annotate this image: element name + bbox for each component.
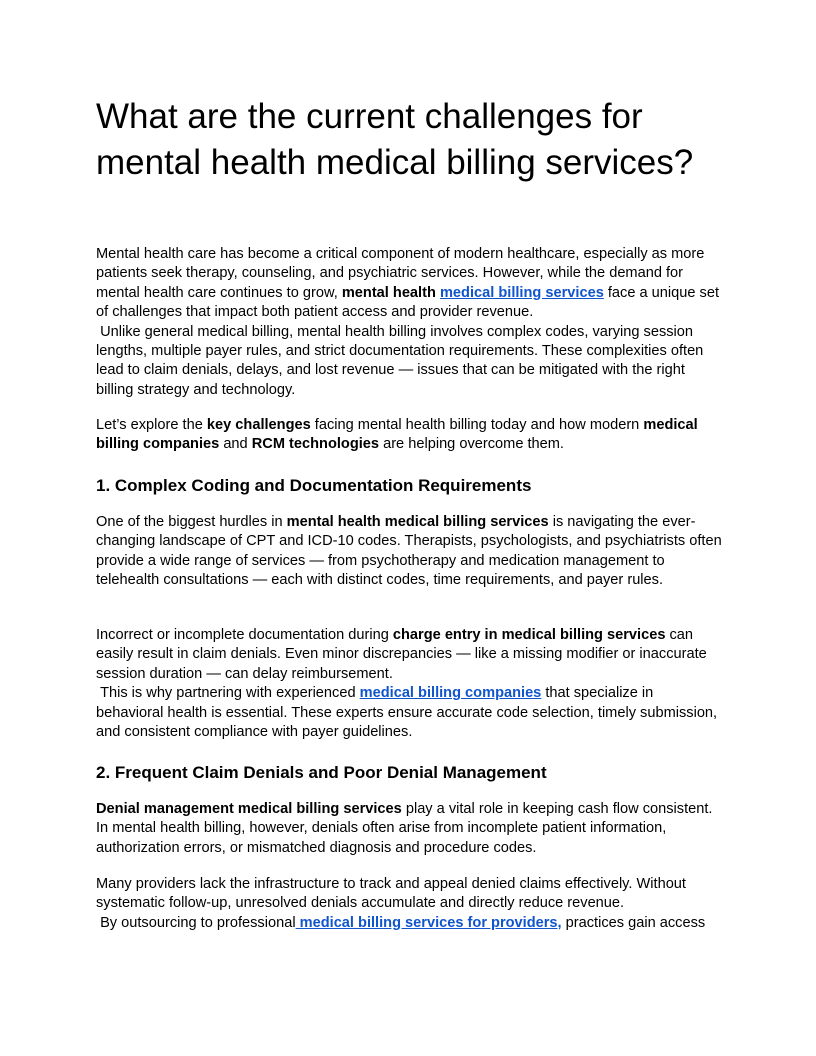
s2p1-text: play a vital role in keeping cash flow consistent. In mental health billing, however, denials often arise from incomplete patient information, authorization errors, or mismatched diagnosis and procedure codes. xyxy=(96,801,713,856)
explore-bold-rcm: RCM technologies xyxy=(251,436,380,453)
intro-bold-mental-health: mental health xyxy=(341,284,436,301)
explore-text: are helping overcome them. xyxy=(379,436,564,453)
intro-text: Mental health care has become a critical component of modern healthcare, especially as more patients seek therapy, counseling, and psychiatric services. However, while the demand for mental health care continues to grow, xyxy=(96,246,705,301)
s2p1-bold: Denial management medical billing services xyxy=(96,801,402,817)
s2p2-text-2: By outsourcing to professional xyxy=(96,914,296,931)
intro-paragraph xyxy=(96,245,724,400)
s1p2-text-3: This is why partnering with experienced xyxy=(96,685,360,702)
intro-text-cont: face a unique set of challenges that impact both patient access and provider revenue. xyxy=(96,284,720,321)
intro-text-2: Unlike general medical billing, mental health billing involves complex codes, varying session lengths, multiple payer rules, and strict documentation requirements. These complexities often lead to claim denials, delays, and lost revenue — issues that can be mitigated with the right billing strategy and technology. xyxy=(96,323,708,398)
section-2 xyxy=(96,762,724,784)
link-medical-billing-services-for-providers[interactable]: medical billing services for providers, xyxy=(295,914,562,931)
explore-bold-billing-companies: medical billing companies xyxy=(96,417,698,453)
s1p1-bold: mental health medical billing services xyxy=(286,514,549,530)
link-medical-billing-services[interactable]: medical billing services xyxy=(439,284,604,301)
s1p2-text-4: that specialize in behavioral health is essential. These experts ensure accurate code selection, timely submission, and consistent compliance with payer guidelines. xyxy=(96,685,722,741)
explore-text: and xyxy=(219,436,252,453)
intro-text-1 xyxy=(96,245,724,323)
s1p2-bold: charge entry in medical billing services xyxy=(392,627,666,643)
section-1-heading: 1. Complex Coding and Documentation Requirements xyxy=(96,476,532,495)
section-1 xyxy=(96,475,724,497)
s1p1-text-cont: is navigating the ever-changing landscape of CPT and ICD-10 codes. Therapists, psychologists, and psychiatrists often provide a wide range of services — from psychotherapy and medication management to telehealth consultations — each with distinct codes, time requirements, and payer rules. xyxy=(96,514,722,589)
section-2-paragraph-1 xyxy=(96,800,724,858)
s1p2-text-cont: can easily result in claim denials. Even minor discrepancies — like a missing modifier or inaccurate session duration — can delay reimbursement. xyxy=(96,627,707,682)
s1p1-text: One of the biggest hurdles in xyxy=(96,514,287,530)
s2p2-text: Many providers lack the infrastructure to track and appeal denied claims effectively. Without systematic follow-up, unresolved denials accumulate and directly reduce revenue. xyxy=(96,876,686,912)
page-title: What are the current challenges for mental health medical billing services? xyxy=(96,97,694,182)
section-2-heading: 2. Frequent Claim Denials and Poor Denial Management xyxy=(96,763,547,782)
explore-text: Let’s explore the xyxy=(96,417,207,433)
link-medical-billing-companies[interactable]: medical billing companies xyxy=(359,685,542,702)
s2p2-text-3: practices gain access xyxy=(561,914,706,931)
explore-text: facing mental health billing today and how modern xyxy=(310,417,644,433)
s1p2-text: Incorrect or incomplete documentation during xyxy=(96,627,393,643)
section-1-paragraph-1 xyxy=(96,513,724,591)
explore-bold-key-challenges: key challenges xyxy=(206,417,311,433)
explore-paragraph xyxy=(96,416,724,455)
section-2-paragraph-2 xyxy=(96,875,724,933)
section-1-paragraph-2 xyxy=(96,626,724,742)
